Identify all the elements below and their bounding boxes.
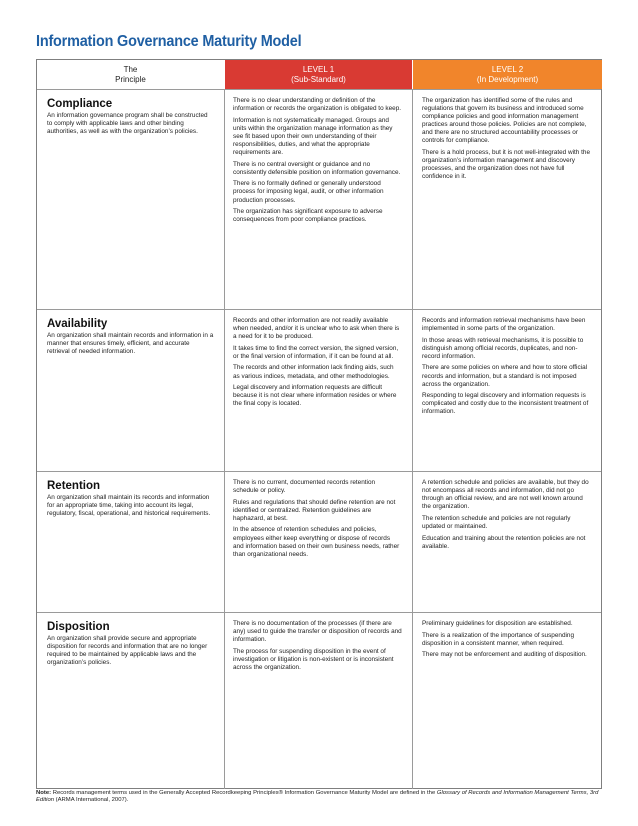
level2-text: Responding to legal discovery and information requests is complicated and costly due to the inconsistent treatment of information. xyxy=(422,392,589,416)
level2-header-line2: (In Development) xyxy=(476,75,539,84)
principle-header-line2: Principle xyxy=(115,75,146,84)
principle-description: An information governance program shall be constructed to comply with applicable laws and other binding authorities, as well as with the organization’s policies. xyxy=(47,112,208,136)
level1-text: The process for suspending disposition in the event of investigation or litigation is non-existent or is inconsistent across the organization. xyxy=(233,647,394,671)
footnote xyxy=(36,790,606,804)
level1-text: There is no formally defined or generally understood process for imposing legal, audit, or other information production processes. xyxy=(233,180,384,204)
level1-text: Rules and regulations that should define retention are not identified or centralized. Retention guidelines are haphazard, at best. xyxy=(233,498,396,522)
principle-name: Retention xyxy=(47,480,101,492)
footnote-glossary-title: Glossary of Records and Information Management Terms, 3rd Edition xyxy=(36,790,599,804)
level2-cell xyxy=(413,310,601,420)
principle-description: An organization shall provide secure and appropriate disposition for records and information that are no longer required to be maintained by applicable laws and the organization’s policies. xyxy=(47,635,208,667)
level2-cell xyxy=(413,472,601,554)
level1-text: The records and other information lack finding aids, such as various indices, metadata, and other methodologies. xyxy=(233,364,394,380)
principle-header xyxy=(37,60,224,89)
table-row-disposition xyxy=(37,613,224,671)
level2-text: A retention schedule and policies are available, but they do not encompass all records and information, did not go through an official review, and are not well known around the organization. xyxy=(422,479,589,511)
level2-header xyxy=(413,60,602,89)
level1-cell xyxy=(225,472,412,562)
level1-cell xyxy=(225,613,412,676)
table-row-retention xyxy=(37,472,224,522)
level2-text: Education and training about the retention policies are not available. xyxy=(422,534,586,550)
table-row-compliance xyxy=(37,90,224,140)
level1-cell xyxy=(225,90,412,228)
level1-header-line2: (Sub-Standard) xyxy=(291,75,346,84)
level1-text: There is no current, documented records retention schedule or policy. xyxy=(233,479,376,495)
level2-text: There is a realization of the importance of suspending disposition in a consistent manner, when required. xyxy=(422,631,575,647)
maturity-model-table xyxy=(36,59,602,789)
footnote-text: Records management terms used in the Generally Accepted Recordkeeping Principles® Information Governance Maturity Model are defined in the xyxy=(51,790,437,796)
level2-text: There is a hold process, but it is not well-integrated with the organization’s information management and discovery processes, and the organization does not have full confidence in it. xyxy=(422,149,591,181)
level1-header xyxy=(225,60,412,89)
footnote-citation: (ARMA International, 2007). xyxy=(54,797,129,804)
page-title: Information Governance Maturity Model xyxy=(36,33,302,50)
level1-text: There is no clear understanding or definition of the information or records the organization is obligated to keep. xyxy=(233,97,402,113)
principle-description: An organization shall maintain its records and information for an appropriate time, taking into account its legal, regulatory, fiscal, operational, and historical requirements. xyxy=(47,494,211,518)
level1-text: It takes time to find the correct version, the signed version, or the final version of information, if it can be found at all. xyxy=(233,344,399,360)
table-row-availability xyxy=(37,310,224,360)
level1-text: Legal discovery and information requests are difficult because it is not clear where information resides or where the final copy is located. xyxy=(233,384,397,408)
level2-text: The retention schedule and policies are not regularly updated or maintained. xyxy=(422,514,571,530)
level1-text: Records and other information are not readily available when needed, and/or it is unclear who to ask when there is a need for it to be produced. xyxy=(233,317,400,341)
level2-text: The organization has identified some of the rules and regulations that govern its business and introduced some compliance policies and good information management practices around those policies. Policies are not complete, and there are no structured accountability processes or controls for compliance. xyxy=(422,97,587,145)
principle-header-line1: The xyxy=(123,65,138,74)
level2-text: In those areas with retrieval mechanisms, it is possible to distinguish among official records, duplicates, and non-record information. xyxy=(422,336,584,360)
level1-text: There is no central oversight or guidance and no consistently defensible position on information governance. xyxy=(233,160,401,176)
level1-cell xyxy=(225,310,412,412)
level1-text: The organization has significant exposure to adverse consequences from poor compliance practices. xyxy=(233,208,383,224)
principle-name: Disposition xyxy=(47,621,110,633)
principle-name: Compliance xyxy=(47,98,113,110)
footnote-label: Note: xyxy=(36,790,52,796)
level1-text: Information is not systematically managed. Groups and units within the organization manage information as they see fit based upon their own understanding of their responsibilities, duties, and what the appropriate requirements are. xyxy=(233,116,393,157)
level1-header-line1: LEVEL 1 xyxy=(302,65,335,74)
level2-text: There may not be enforcement and auditing of disposition. xyxy=(422,651,587,659)
level1-text: There is no documentation of the processes (if there are any) used to guide the transfer or disposition of records and information. xyxy=(233,620,402,644)
principle-description: An organization shall maintain records and information in a manner that ensures timely, efficient, and accurate retrieval of needed information. xyxy=(47,332,214,356)
level1-text: In the absence of retention schedules and policies, employees either keep everything or dispose of records and information based on their own business needs, rather than organizational needs. xyxy=(233,526,400,558)
principle-name: Availability xyxy=(47,318,108,330)
column-divider xyxy=(412,89,413,789)
level2-cell xyxy=(413,90,601,185)
level2-text: There are some policies on where and how to store official records and information, but a standard is not imposed across the organization. xyxy=(422,364,588,388)
level2-cell xyxy=(413,613,601,663)
level2-header-line1: LEVEL 2 xyxy=(491,65,524,74)
level2-text: Preliminary guidelines for disposition are established. xyxy=(422,620,573,627)
level2-text: Records and information retrieval mechanisms have been implemented in some parts of the organization. xyxy=(422,317,586,333)
